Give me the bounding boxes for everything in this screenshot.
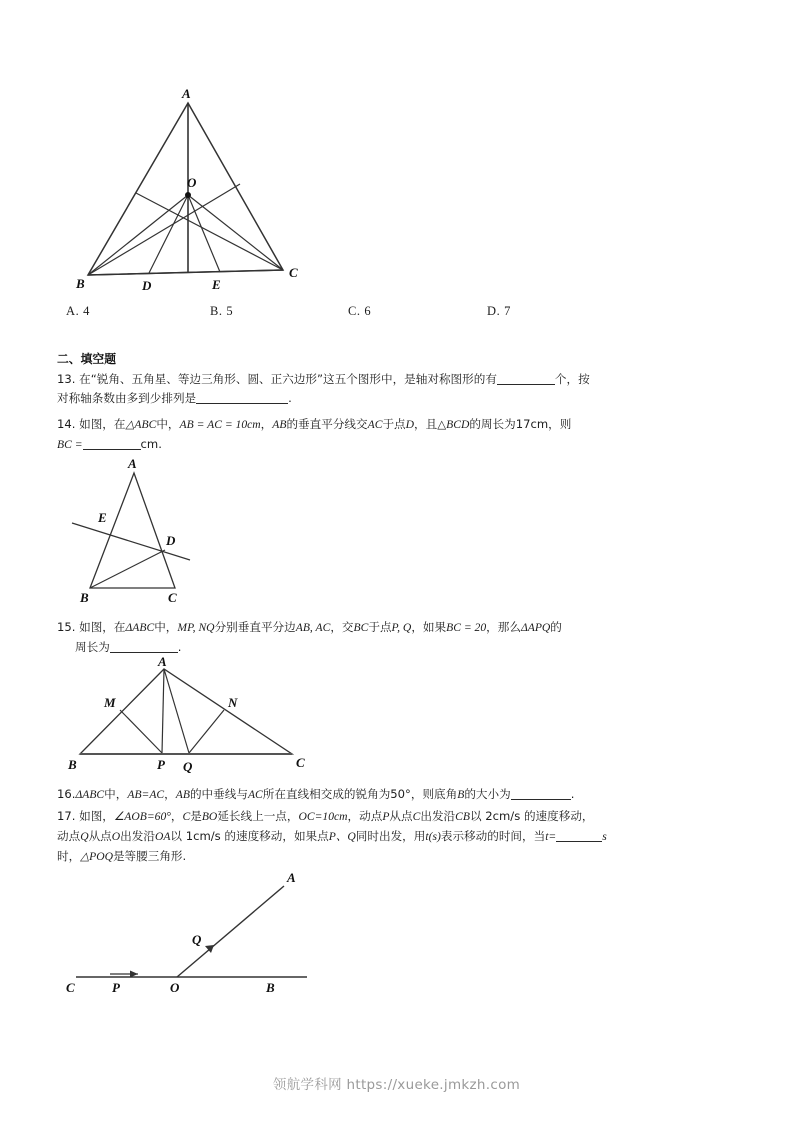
q17-t9: 动点 xyxy=(57,829,81,843)
q16-m-b: B xyxy=(457,788,465,801)
question-15-line-1 xyxy=(57,617,562,638)
option-d[interactable]: D. 7 xyxy=(487,304,511,318)
option-a[interactable]: A. 4 xyxy=(66,304,90,318)
q17-m-q: Q xyxy=(80,830,89,843)
q17-t7: 出发沿 xyxy=(420,809,456,823)
figure-label-A: A xyxy=(158,654,167,669)
figure-label-E: E xyxy=(98,510,107,525)
figure-label-D: D xyxy=(166,533,176,548)
question-14-line-2 xyxy=(57,434,162,455)
q15-t8: 的 xyxy=(550,620,562,634)
q17-m-angle: ∠AOB=60° xyxy=(113,810,171,823)
q15-t4: ，交 xyxy=(330,620,354,634)
q13-text-a: 13. 在“锐角、五角星、等边三角形、圆、正六边形”这五个图形中，是轴对称图形的有 xyxy=(57,372,497,386)
q16-period: . xyxy=(570,787,575,801)
q14-t1: 14. 如图，在 xyxy=(57,417,126,431)
q16-t4: 的中垂线与 xyxy=(189,787,248,801)
option-b[interactable]: B. 5 xyxy=(210,304,234,318)
figure-label-A: A xyxy=(128,456,137,471)
q13-text-c: 对称轴条数由多到少排列是 xyxy=(57,391,197,405)
q14-m-ac: AC xyxy=(367,418,383,431)
q17-t2: ， xyxy=(170,809,183,823)
q14-m-abc: △ABC xyxy=(125,418,157,431)
q16-t1: 16. xyxy=(57,787,76,801)
q14-m-bc: BC = xyxy=(57,438,83,451)
q14-m-ab: AB xyxy=(272,418,287,431)
question-17-line-2 xyxy=(57,826,607,847)
q13-blank-2[interactable] xyxy=(196,391,288,404)
figure-label-M: M xyxy=(104,695,116,710)
figure-label-E: E xyxy=(212,277,221,292)
q17-t16: 是等腰三角形. xyxy=(112,849,187,863)
figure-label-B: B xyxy=(68,757,77,772)
figure-label-A: A xyxy=(182,86,191,101)
q17-m-pq: P、Q xyxy=(328,830,356,843)
figure-label-O: O xyxy=(170,980,180,995)
figure-label-Q: Q xyxy=(192,932,202,947)
footer-watermark: 领航学科网 https://xueke.jmkzh.com xyxy=(272,1077,521,1093)
q17-t8: 以 2cm/s 的速度移动， xyxy=(469,809,594,823)
figure-label-P: P xyxy=(112,980,120,995)
q15-m-apq: ΔAPQ xyxy=(520,621,551,634)
question-16-line-1 xyxy=(57,784,574,805)
q17-m-poq: △POQ xyxy=(80,850,113,863)
figure-label-C: C xyxy=(296,755,305,770)
q17-m-o: O xyxy=(111,830,121,843)
q15-t2: 中， xyxy=(154,620,178,634)
question-14-line-1 xyxy=(57,414,571,435)
q15-m-bc20: BC = 20 xyxy=(446,621,487,634)
q17-m-cb: CB xyxy=(455,810,470,823)
q16-m-ac: AC xyxy=(247,788,263,801)
q14-blank-1[interactable] xyxy=(83,437,141,450)
question-13-line-2 xyxy=(57,388,292,409)
figure-angle-moving-points xyxy=(62,868,342,998)
q17-t14: 表示移动的时间，当 xyxy=(440,829,546,843)
figure-label-B: B xyxy=(80,590,89,605)
q16-t6: 的大小为 xyxy=(464,787,511,801)
q13-blank-1[interactable] xyxy=(497,372,555,385)
q17-blank-1[interactable] xyxy=(556,829,602,842)
question-13-line-1 xyxy=(57,369,590,390)
figure-label-N: N xyxy=(228,695,238,710)
figure-two-perpendicular-bisectors xyxy=(62,654,312,777)
figure-label-P: P xyxy=(157,757,165,772)
q17-m-ts: t(s) xyxy=(425,830,441,843)
q14-period: . xyxy=(158,437,162,451)
q16-t2: 中， xyxy=(104,787,128,801)
q15-m-bc: BC xyxy=(353,621,369,634)
q14-t2: 中， xyxy=(156,417,180,431)
q17-m-bo: BO xyxy=(201,810,218,823)
q17-t11: 出发沿 xyxy=(120,829,155,843)
q17-t10: 从点 xyxy=(88,829,112,843)
q13-text-b: 个，按 xyxy=(554,372,590,386)
q16-m-ab-ac: AB=AC xyxy=(127,788,165,801)
q15-t5: 于点 xyxy=(368,620,392,634)
option-c[interactable]: C. 6 xyxy=(348,304,372,318)
q14-t7: 的周长为17cm，则 xyxy=(469,417,572,431)
figure-label-Q: Q xyxy=(183,759,193,774)
q15-t3: 分别垂直平分边 xyxy=(214,620,296,634)
q14-m-ab-ac: AB = AC = 10cm xyxy=(179,418,261,431)
q14-m-d: D xyxy=(405,418,415,431)
q17-m-c2: C xyxy=(412,810,421,823)
figure-label-C: C xyxy=(168,590,177,605)
question-17-line-3 xyxy=(57,846,186,867)
figure-label-B: B xyxy=(76,276,85,291)
q17-t12: 以 1cm/s 的速度移动，如果点 xyxy=(170,829,329,843)
q16-m-ab: AB xyxy=(175,788,190,801)
q14-t5: 于点 xyxy=(382,417,406,431)
q17-t15: 时， xyxy=(57,849,81,863)
figure-perpendicular-bisector xyxy=(62,455,272,605)
q14-t6: ，且△ xyxy=(414,417,447,431)
q17-t6: 从点 xyxy=(389,809,413,823)
q17-m-oa: OA xyxy=(154,830,171,843)
q13-text-d: . xyxy=(288,391,292,405)
question-17-line-1 xyxy=(57,806,594,827)
q14-unit: cm xyxy=(140,437,159,451)
q15-m-mp-nq: MP, NQ xyxy=(177,621,215,634)
q14-t3: ， xyxy=(260,417,273,431)
q15-period: . xyxy=(177,640,182,654)
q17-t4: 延长线上一点， xyxy=(217,809,299,823)
figure-label-A: A xyxy=(287,870,296,885)
q15-t7: ，那么 xyxy=(486,620,521,634)
q17-t3: 是 xyxy=(190,809,202,823)
q17-t1: 17. 如图， xyxy=(57,809,114,823)
figure-label-C: C xyxy=(289,265,298,280)
q16-t3: ， xyxy=(164,787,176,801)
q15-t1: 15. 如图，在 xyxy=(57,620,126,634)
q15-blank-1[interactable] xyxy=(110,640,178,653)
figure-label-O: O xyxy=(187,175,197,190)
q17-t13: 同时出发，用 xyxy=(355,829,426,843)
q16-m-abc: ΔABC xyxy=(75,788,105,801)
figure-label-C: C xyxy=(66,980,75,995)
figure-label-B: B xyxy=(266,980,275,995)
q14-t4: 的垂直平分线交 xyxy=(286,417,368,431)
q15-t6: ，如果 xyxy=(411,620,447,634)
q17-m-t-equals: t= xyxy=(545,830,557,843)
q17-m-p: P xyxy=(382,810,390,823)
q17-m-oc: OC=10cm xyxy=(298,810,348,823)
q14-m-bcd: BCD xyxy=(446,418,470,431)
section-heading-fill-in-blanks: 二、填空题 xyxy=(57,352,116,366)
q15-m-ab-ac: AB, AC xyxy=(295,621,331,634)
q15-m-abc: ΔABC xyxy=(125,621,155,634)
q16-t5: 所在直线相交成的锐角为50°，则底角 xyxy=(262,787,458,801)
q17-m-s: s xyxy=(602,830,607,843)
q17-t5: ，动点 xyxy=(347,809,383,823)
q17-m-c: C xyxy=(182,810,191,823)
q15-t9: 周长为 xyxy=(75,640,110,654)
q16-blank-1[interactable] xyxy=(511,787,571,800)
q15-m-pq: P, Q xyxy=(391,621,412,634)
figure-triangle-cevians xyxy=(60,85,320,300)
figure-label-D: D xyxy=(142,278,152,293)
